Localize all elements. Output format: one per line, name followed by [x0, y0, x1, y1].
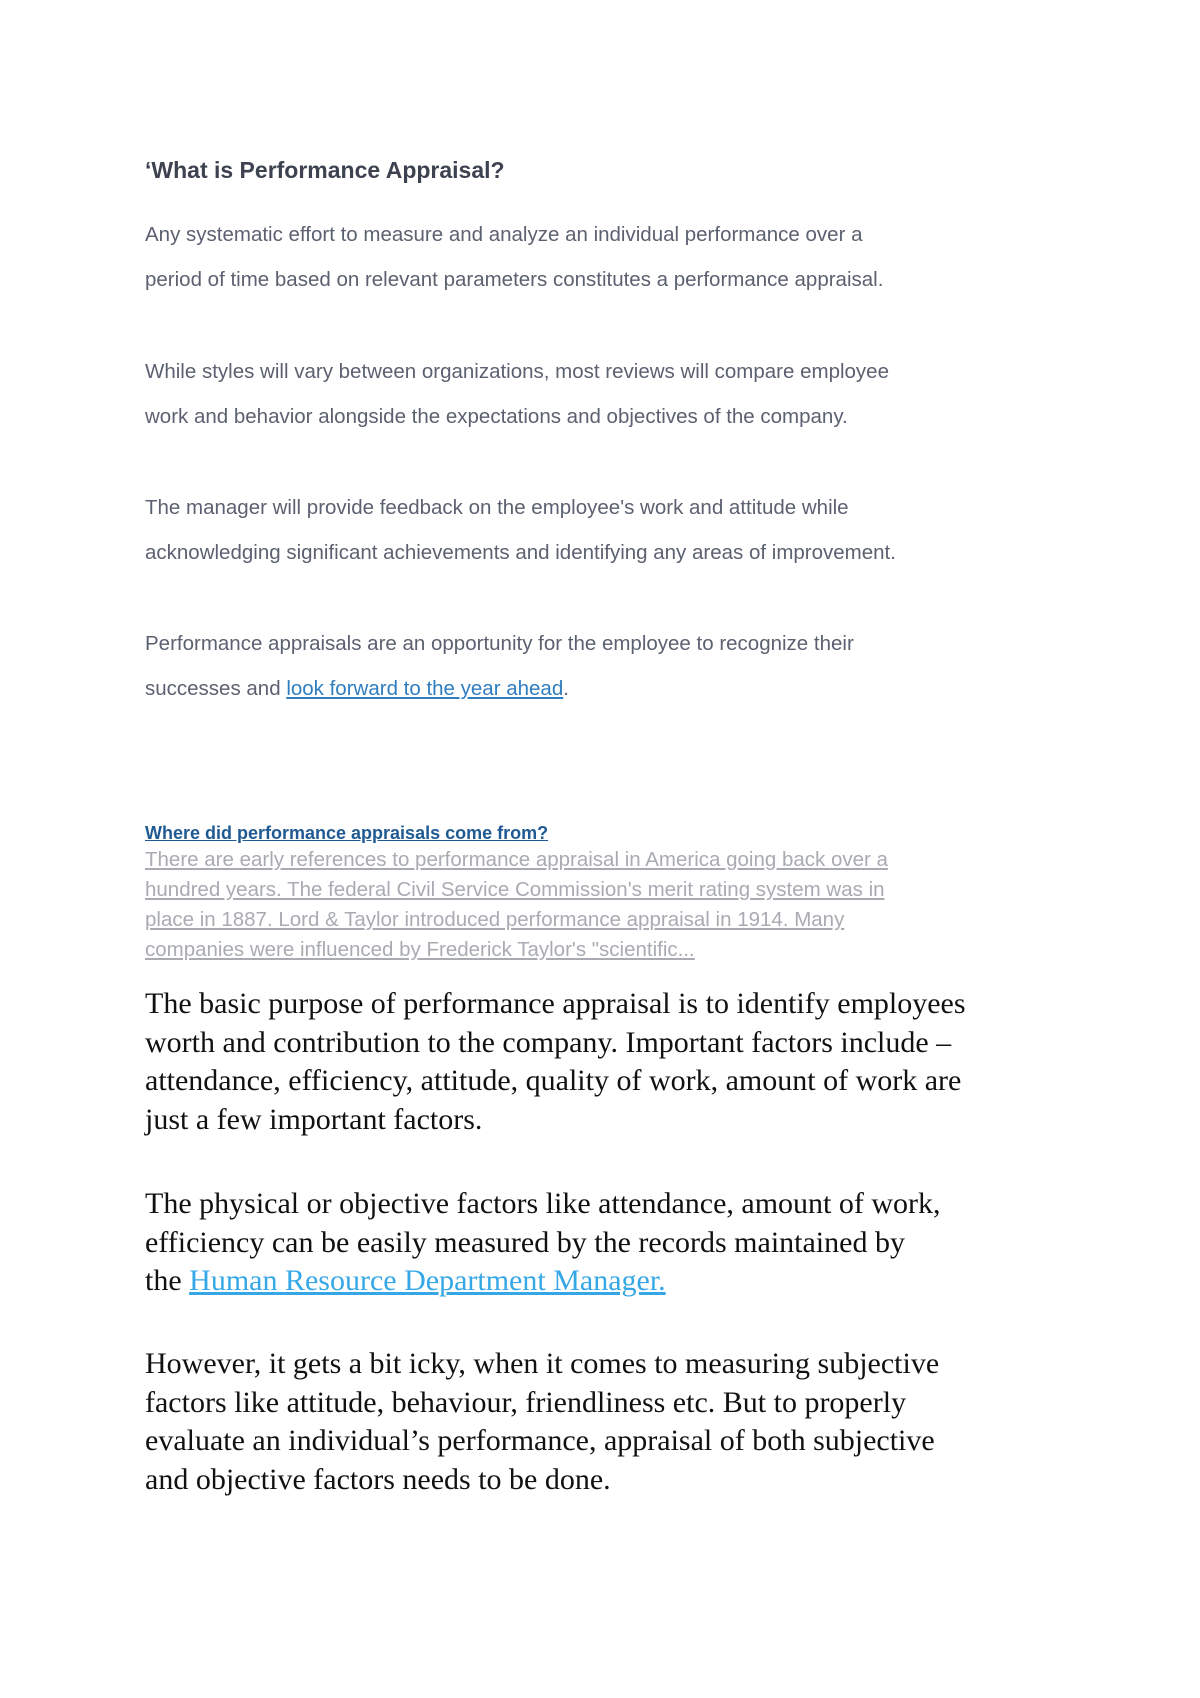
preview-snippet-line[interactable]: companies were influenced by Frederick Taylor's "scientific...	[145, 938, 695, 961]
paragraph-line: However, it gets a bit icky, when it comes to measuring subjective	[145, 1347, 940, 1380]
preview-snippet-line[interactable]: place in 1887. Lord & Taylor introduced performance appraisal in 1914. Many	[145, 908, 845, 931]
paragraph-line: evaluate an individual’s performance, appraisal of both subjective	[145, 1424, 935, 1457]
paragraph-feedback	[145, 485, 1075, 575]
paragraph-text: successes and	[145, 677, 287, 700]
paragraph-opportunity	[145, 621, 1075, 711]
paragraph-line: efficiency can be easily measured by the records maintained by	[145, 1225, 905, 1259]
paragraph-line: attendance, efficiency, attitude, quality of work, amount of work are	[145, 1064, 962, 1097]
paragraph-line: Any systematic effort to measure and analyze an individual performance over a	[145, 223, 863, 246]
page-title: ‘What is Performance Appraisal?	[145, 157, 505, 183]
paragraph-line: The manager will provide feedback on the employee's work and attitude while	[145, 496, 849, 519]
paragraph-subjective-factors	[145, 1345, 1075, 1499]
paragraph-line: The physical or objective factors like attendance, amount of work,	[145, 1187, 941, 1220]
paragraph-line: Performance appraisals are an opportunity for the employee to recognize their	[145, 632, 854, 655]
paragraph-line: and objective factors needs to be done.	[145, 1462, 611, 1496]
paragraph-line: period of time based on relevant parameters constitutes a performance appraisal.	[145, 268, 884, 291]
preview-snippet-line[interactable]: There are early references to performance appraisal in America going back over a	[145, 848, 888, 871]
embedded-preview-link[interactable]	[145, 822, 1075, 965]
year-ahead-link[interactable]: look forward to the year ahead	[286, 677, 564, 700]
paragraph-line	[145, 666, 1075, 711]
paragraph-objective-factors	[145, 1185, 1075, 1301]
paragraph-line: factors like attitude, behaviour, friendliness etc. But to properly	[145, 1385, 907, 1419]
paragraph-line: While styles will vary between organizations, most reviews will compare employee	[145, 360, 889, 383]
paragraph-line: work and behavior alongside the expectations and objectives of the company.	[145, 405, 848, 428]
paragraph-definition	[145, 212, 1075, 302]
paragraph-line: The basic purpose of performance appraisal is to identify employees	[145, 987, 966, 1020]
paragraph-styles	[145, 349, 1075, 439]
paragraph-line: just a few important factors.	[145, 1102, 483, 1136]
preview-title-link[interactable]: Where did performance appraisals come from?	[145, 823, 549, 843]
hr-manager-link[interactable]: Human Resource Department Manager.	[189, 1264, 666, 1297]
paragraph-text: .	[563, 677, 569, 700]
paragraph-line	[145, 1262, 1075, 1301]
paragraph-basic-purpose	[145, 985, 1075, 1139]
preview-snippet-line[interactable]: hundred years. The federal Civil Service Commission's merit rating system was in	[145, 878, 885, 901]
paragraph-line: worth and contribution to the company. Important factors include –	[145, 1025, 952, 1059]
paragraph-line: acknowledging significant achievements and identifying any areas of improvement.	[145, 541, 896, 564]
paragraph-text: the	[145, 1264, 190, 1297]
